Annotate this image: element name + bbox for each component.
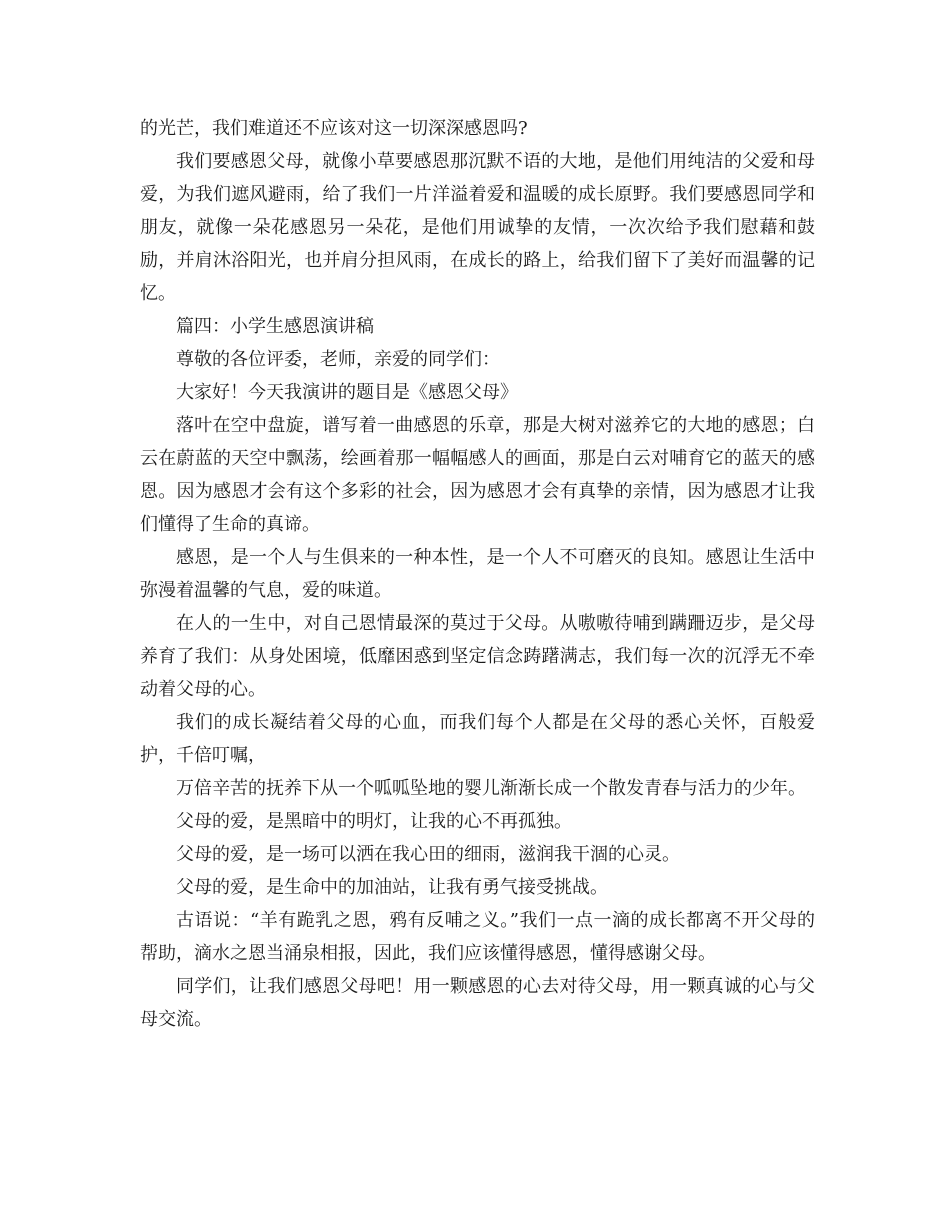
paragraph-parents-kindness: 在人的一生中，对自己恩情最深的莫过于父母。从嗷嗷待哺到蹒跚迈步，是父母养育了我们：从身处困境，低靡困惑到坚定信念踌躇满志，我们每一次的沉浮无不牵动着父母的心。 xyxy=(140,613,815,700)
document-body xyxy=(140,112,815,1036)
paragraph-raising: 万倍辛苦的抚养下从一个呱呱坠地的婴儿渐渐长成一个散发青春与活力的少年。 xyxy=(176,778,806,799)
paragraph-gratitude-nature: 感恩，是一个人与生俱来的一种本性，是一个人不可磨灭的良知。感恩让生活中弥漫着温馨的气息，爱的味道。 xyxy=(140,547,815,601)
paragraph-love-station: 父母的爱，是生命中的加油站，让我有勇气接受挑战。 xyxy=(176,877,608,898)
section-heading: 篇四：小学生感恩演讲稿 xyxy=(176,316,374,337)
paragraph-proverb: 古语说：“羊有跪乳之恩，鸦有反哺之义。”我们一点一滴的成长都离不开父母的帮助，滴水之恩当涌泉相报，因此，我们应该懂得感恩，懂得感谢父母。 xyxy=(140,910,815,964)
paragraph-love-lamp: 父母的爱，是黑暗中的明灯，让我的心不再孤独。 xyxy=(176,811,572,832)
paragraph-gratitude-parents-friends: 我们要感恩父母，就像小草要感恩那沉默不语的大地，是他们用纯洁的父爱和母爱，为我们遮风避雨，给了我们一片洋溢着爱和温暖的成长原野。我们要感恩同学和朋友，就像一朵花感恩另一朵花，是他们用诚挚的友情，一次次给予我们慰藉和鼓励，并肩沐浴阳光，也并肩分担风雨，在成长的路上，给我们留下了美好而温馨的记忆。 xyxy=(140,151,815,304)
paragraph-continuation: 的光芒，我们难道还不应该对这一切深深感恩吗? xyxy=(140,118,528,139)
paragraph-love-rain: 父母的爱，是一场可以洒在我心田的细雨，滋润我干涸的心灵。 xyxy=(176,844,680,865)
speech-title-line: 大家好！今天我演讲的题目是《感恩父母》 xyxy=(176,382,518,403)
paragraph-falling-leaves: 落叶在空中盘旋，谱写着一曲感恩的乐章，那是大树对滋养它的大地的感恩；白云在蔚蓝的天空中飘荡，绘画着那一幅幅感人的画面，那是白云对哺育它的蓝天的感恩。因为感恩才会有这个多彩的社会，因为感恩才会有真挚的亲情，因为感恩才让我们懂得了生命的真谛。 xyxy=(140,415,815,535)
paragraph-closing: 同学们，让我们感恩父母吧！用一颗感恩的心去对待父母，用一颗真诚的心与父母交流。 xyxy=(140,976,815,1030)
paragraph-growth: 我们的成长凝结着父母的心血，而我们每个人都是在父母的悉心关怀，百般爱护，千倍叮嘱， xyxy=(140,712,815,766)
salutation: 尊敬的各位评委，老师，亲爱的同学们： xyxy=(176,349,500,370)
